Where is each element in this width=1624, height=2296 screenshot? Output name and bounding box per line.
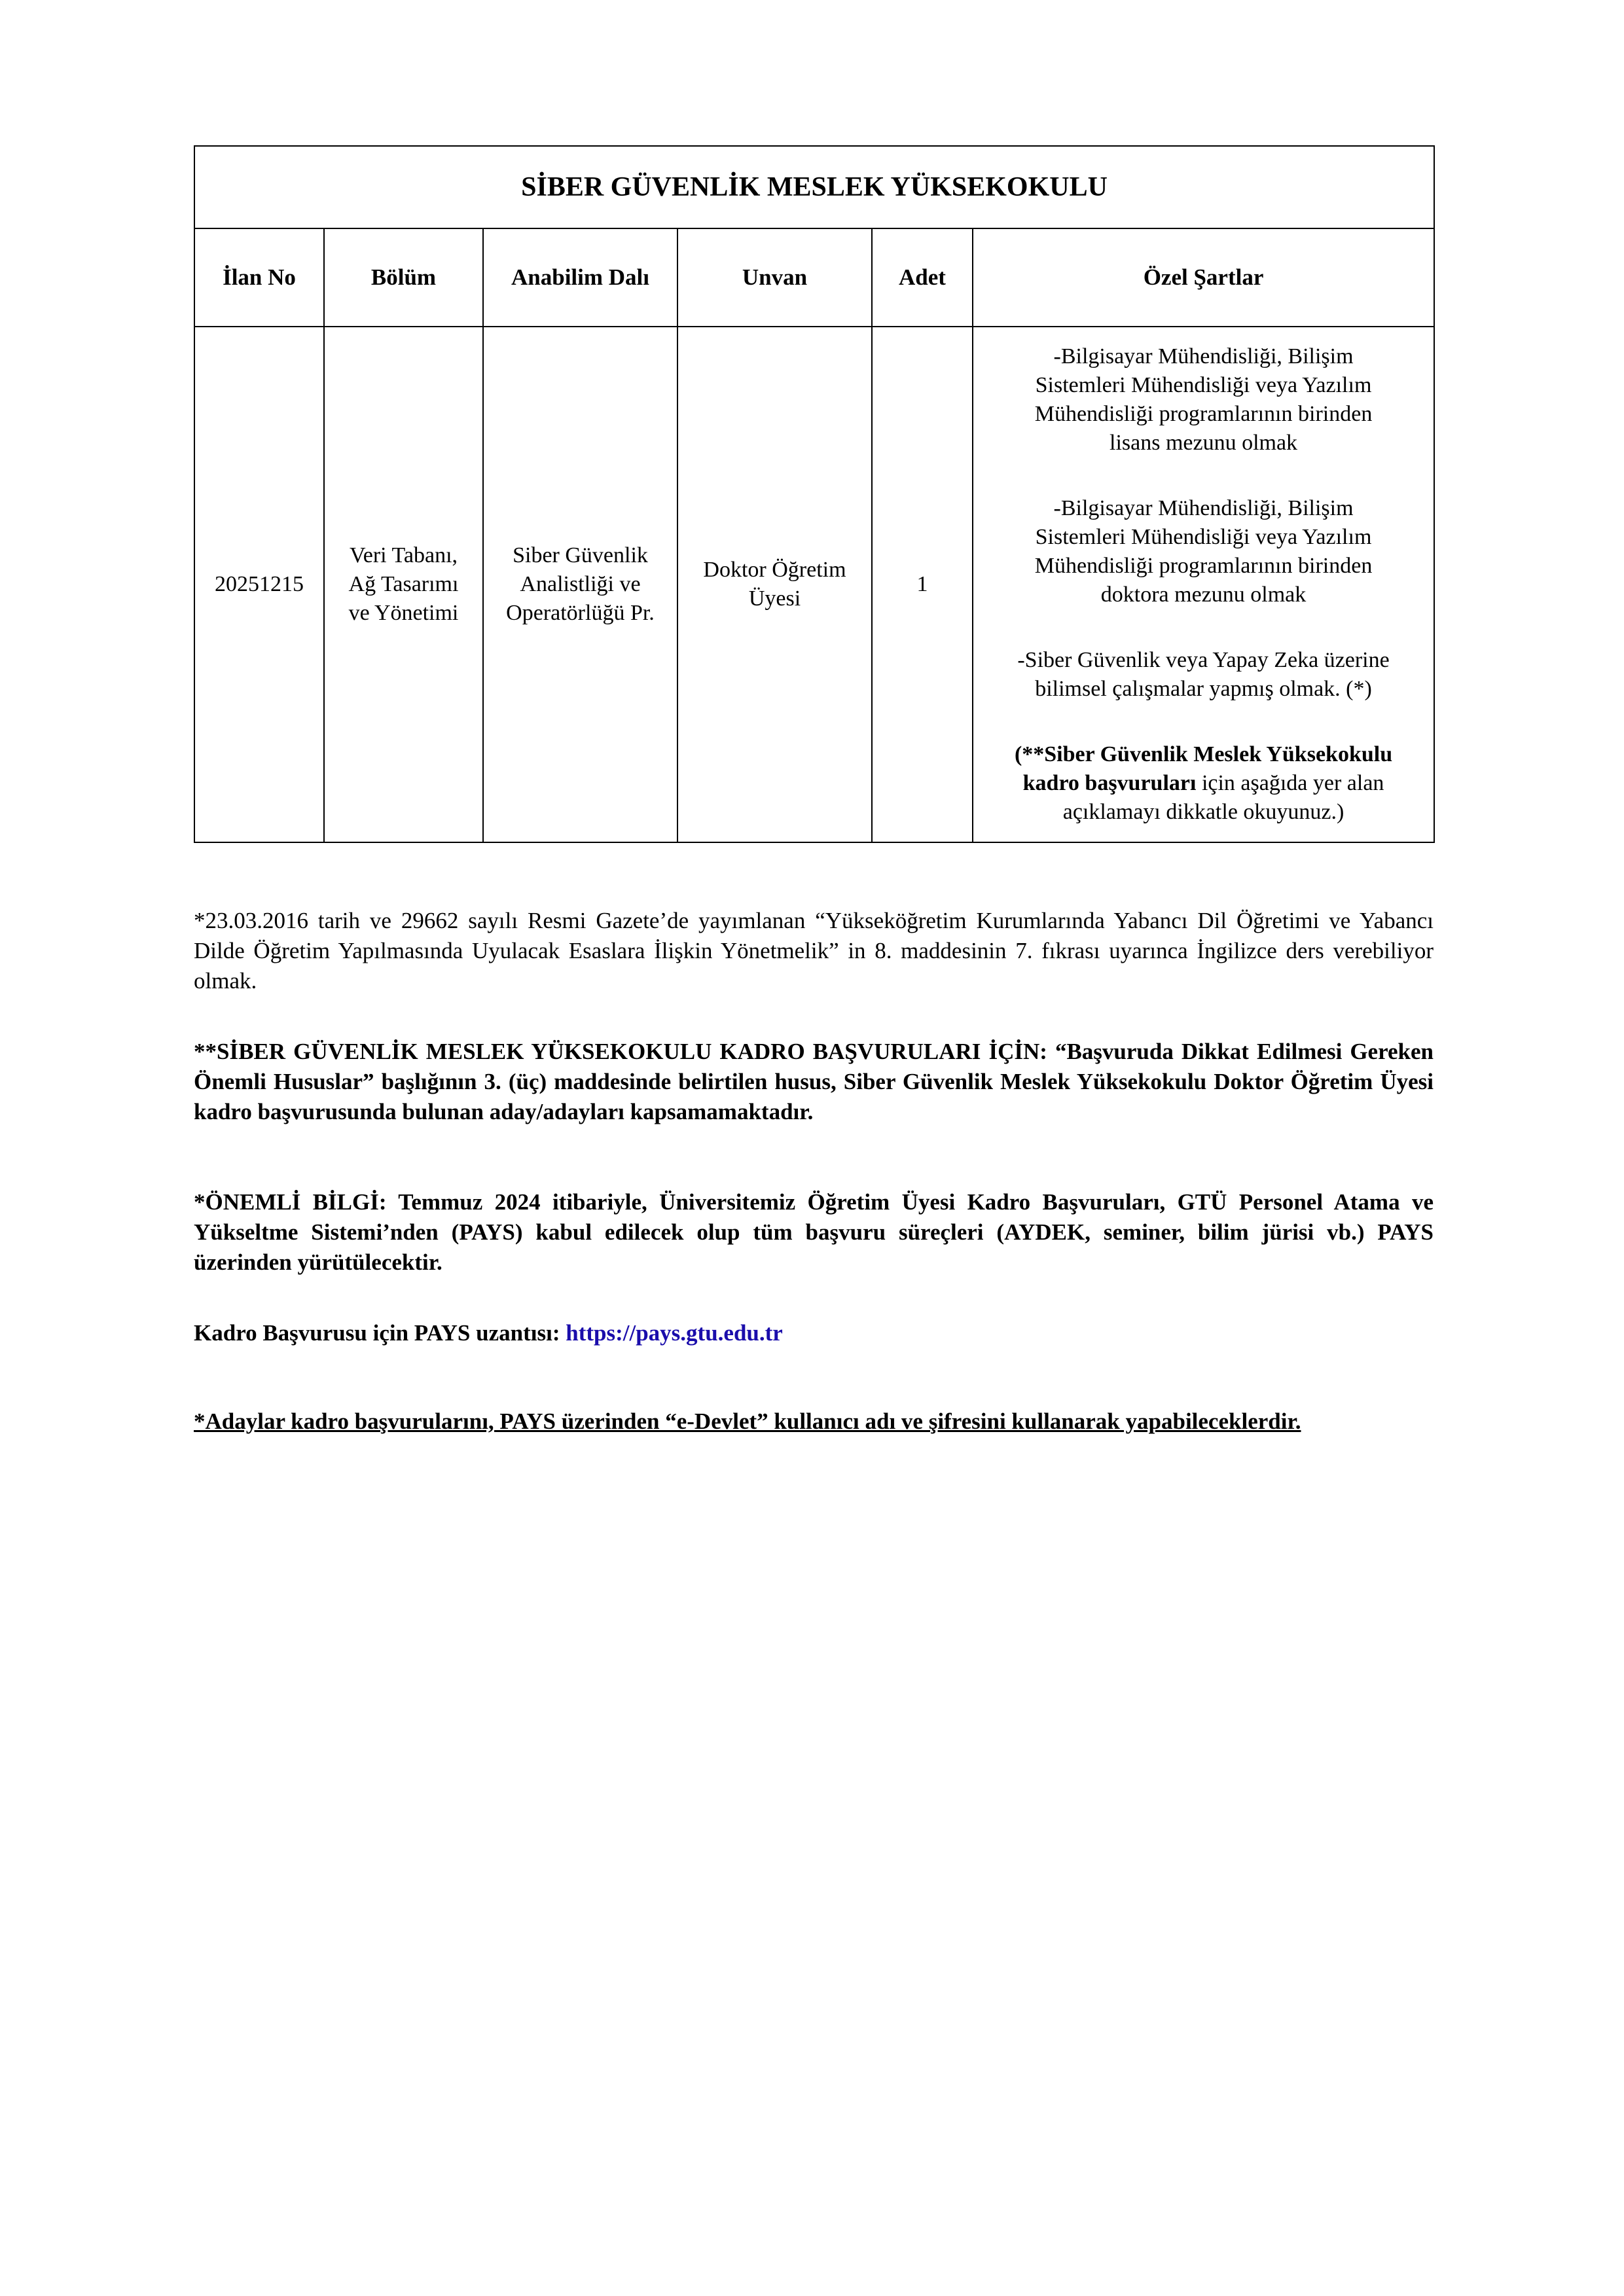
important-info: *ÖNEMLİ BİLGİ: Temmuz 2024 itibariyle, Üniversitemiz Öğretim Üyesi Kadro Başvuruları, GTÜ Personel Atama ve Yükseltme Sistemi’nden (PAYS) kabul edilecek olup tüm başvuru süreçleri (AYDEK, seminer, bilim jürisi vb.) PAYS üzerinden yürütülecektir. xyxy=(194,1189,1434,1275)
table-header-row xyxy=(194,228,1434,327)
bolum-line: Ağ Tasarımı xyxy=(348,572,459,596)
footnote-yabanci-dil: *23.03.2016 tarih ve 29662 sayılı Resmi Gazete’de yayımlanan “Yükseköğretim Kurumlarında Yabancı Dil Öğretimi ve Yabancı Dilde Öğretim Yapılmasında Uyulacak Esaslara İlişkin Yönetmelik” in 8. maddesinin 7. fıkrası uyarınca İngilizce ders verebiliyor olmak. xyxy=(194,908,1434,994)
edevlet-note: *Adaylar kadro başvurularını, PAYS üzerinden “e-Devlet” kullanıcı adı ve şifresini kullanarak yapabileceklerdir. xyxy=(194,1408,1301,1434)
anabilim-line: Siber Güvenlik xyxy=(513,543,648,567)
footnote-kadro-basvurulari: **SİBER GÜVENLİK MESLEK YÜKSEKOKULU KADRO BAŞVURULARI İÇİN: “Başvuruda Dikkat Edilmesi Gereken Önemli Hususlar” başlığının 3. (üç) maddesinde belirtilen husus, Siber Güvenlik Meslek Yüksekokulu Doktor Öğretim Üyesi kadro başvurusunda bulunan aday/adayları kapsamamaktadır. xyxy=(194,1039,1434,1124)
bolum-line: ve Yönetimi xyxy=(348,601,459,625)
pays-link-line xyxy=(194,1318,1434,1348)
pays-link[interactable]: https://pays.gtu.edu.tr xyxy=(566,1320,783,1346)
cell-ozel-sartlar xyxy=(973,327,1434,842)
sart-item: -Siber Güvenlik veya Yapay Zeka üzerine bilimsel çalışmalar yapmış olmak. (*) xyxy=(1017,648,1390,701)
anabilim-line: Analistliği ve xyxy=(520,572,641,596)
unvan-line: Doktor Öğretim xyxy=(703,558,846,582)
sart-note: (**Siber Güvenlik Meslek Yüksekokulu kadro başvuruları için aşağıda yer alan açıklamayı dikkatle okuyunuz.) xyxy=(1014,742,1393,824)
header-anabilim: Anabilim Dalı xyxy=(483,228,677,327)
pays-label: Kadro Başvurusu için PAYS uzantısı: xyxy=(194,1320,566,1346)
bolum-line: Veri Tabanı, xyxy=(349,543,458,567)
header-unvan: Unvan xyxy=(677,228,872,327)
cell-anabilim xyxy=(483,327,677,842)
header-ozel-sartlar: Özel Şartlar xyxy=(973,228,1434,327)
unvan-line: Üyesi xyxy=(748,586,801,611)
cell-ilan-no: 20251215 xyxy=(194,327,324,842)
header-adet: Adet xyxy=(872,228,973,327)
cell-unvan xyxy=(677,327,872,842)
cell-bolum xyxy=(324,327,483,842)
header-ilan-no: İlan No xyxy=(194,228,324,327)
sart-item: -Bilgisayar Mühendisliği, Bilişim Sistemleri Mühendisliği veya Yazılım Mühendisliği programlarının birinden doktora mezunu olmak xyxy=(1034,496,1373,607)
sart-item: -Bilgisayar Mühendisliği, Bilişim Sistemleri Mühendisliği veya Yazılım Mühendisliği programlarının birinden lisans mezunu olmak xyxy=(1034,344,1373,455)
header-bolum: Bölüm xyxy=(324,228,483,327)
cell-adet: 1 xyxy=(872,327,973,842)
table-row xyxy=(194,327,1434,842)
kadro-table xyxy=(194,145,1435,843)
table-title: SİBER GÜVENLİK MESLEK YÜKSEKOKULU xyxy=(194,146,1434,228)
anabilim-line: Operatörlüğü Pr. xyxy=(506,601,655,625)
